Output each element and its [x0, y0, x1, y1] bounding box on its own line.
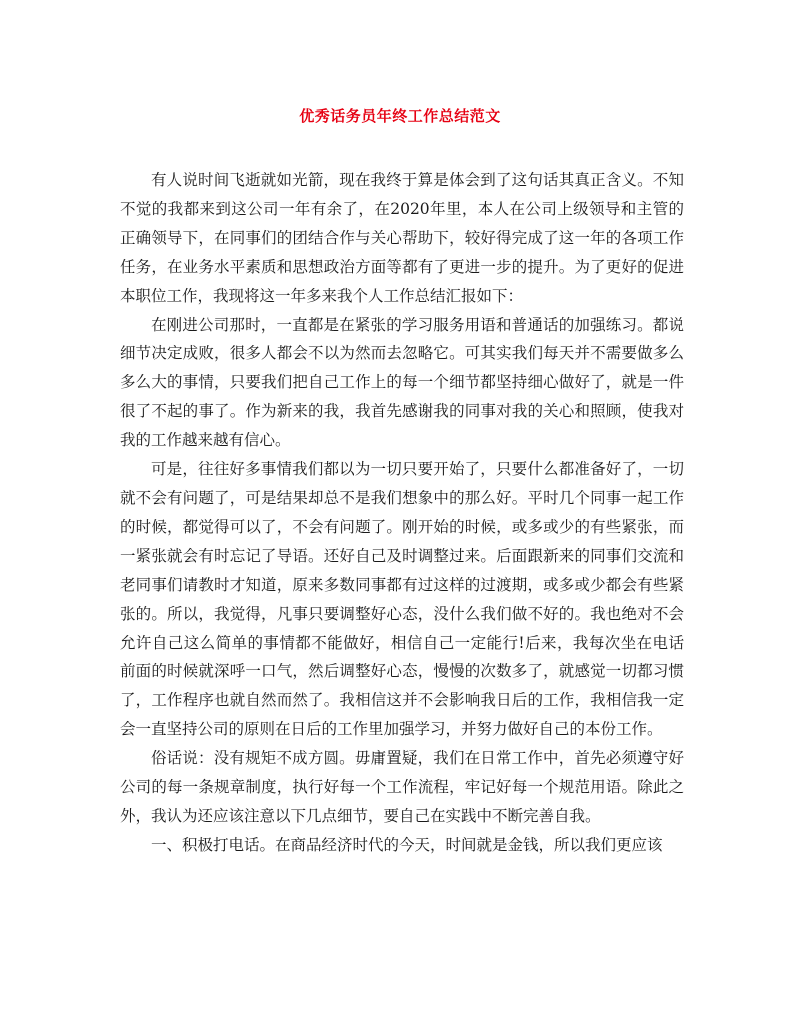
- paragraph: 在刚进公司那时，一直都是在紧张的学习服务用语和普通话的加强练习。都说细节决定成败，很多人都会不以为然而去忽略它。可其实我们每天并不需要做多么多么大的事情，只要我们把自己工作上的每一个细节都坚持细心做好了，就是一件很了不起的事了。作为新来的我，我首先感谢我的同事对我的关心和照顾，使我对我的工作越来越有信心。: [120, 315, 684, 450]
- document-title: 优秀话务员年终工作总结范文: [299, 107, 501, 125]
- paragraph: 可是，往往好多事情我们都以为一切只要开始了，只要什么都准备好了，一切就不会有问题了，可是结果却总不是我们想象中的那么好。平时几个同事一起工作的时候，都觉得可以了，不会有问题了。刚开始的时候，或多或少的有些紧张，而一紧张就会有时忘记了导语。还好自己及时调整过来。后面跟新来的同事们交流和老同事们请教时才知道，原来多数同事都有过这样的过渡期，或多或少都会有些紧张的。所以，我觉得，凡事只要调整好心态，没什么我们做不好的。我也绝对不会允许自己这么简单的事情都不能做好，相信自己一定能行!后来，我每次坐在电话前面的时候就深呼一口气，然后调整好心态，慢慢的次数多了，就感觉一切都习惯了，工作程序也就自然而然了。我相信这并不会影响我日后的工作，我相信我一定会一直坚持公司的原则在日后的工作里加强学习，并努力做好自己的本份工作。: [120, 460, 684, 739]
- paragraph: 一、积极打电话。在商品经济时代的今天，时间就是金钱，所以我们更应该: [151, 835, 663, 854]
- paragraph: 俗话说：没有规矩不成方圆。毋庸置疑，我们在日常工作中，首先必须遵守好公司的每一条规章制度，执行好每一个工作流程，牢记好每一个规范用语。除此之外，我认为还应该注意以下几点细节，要自己在实践中不断完善自我。: [120, 749, 684, 825]
- document-body: [120, 166, 684, 860]
- paragraph: 有人说时间飞逝就如光箭，现在我终于算是体会到了这句话其真正含义。不知不觉的我都来到这公司一年有余了，在2020年里，本人在公司上级领导和主管的正确领导下，在同事们的团结合作与关心帮助下，较好得完成了这一年的各项工作任务，在业务水平素质和思想政治方面等都有了更进一步的提升。为了更好的促进本职位工作，我现将这一年多来我个人工作总结汇报如下：: [120, 171, 684, 305]
